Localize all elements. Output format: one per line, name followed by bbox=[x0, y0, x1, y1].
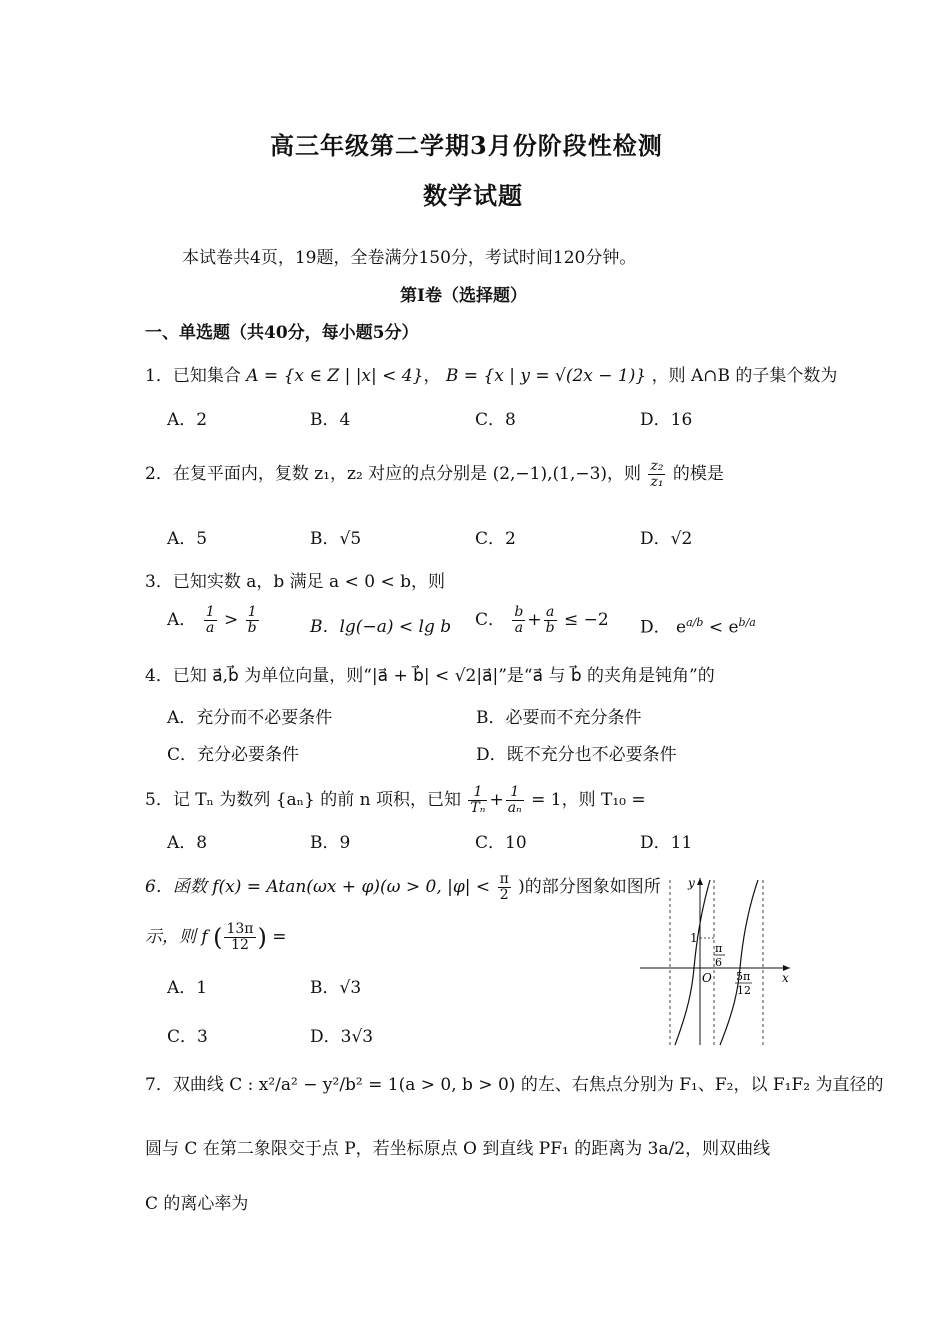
q5-option-d: D．11 bbox=[640, 833, 693, 853]
question-2-stem bbox=[145, 459, 724, 490]
x-axis-label: x bbox=[782, 971, 789, 985]
question-4-stem: 4．已知 a⃗,b⃗ 为单位向量，则“|a⃗ + b⃗| < √2|a⃗|”是“a⃗ 与 b⃗ 的夹角是钝角”的 bbox=[145, 666, 715, 686]
q6-line2: 示，则 f bbox=[145, 927, 208, 947]
q5-option-c: C．10 bbox=[475, 833, 527, 853]
q5-frac2: $\frac{1}{\text{aₙ}}$ bbox=[507, 784, 522, 816]
tick-pi6-den: 6 bbox=[715, 956, 722, 969]
q6-line2-end: = bbox=[272, 927, 287, 947]
q5-suffix: = 1，则 T₁₀ = bbox=[531, 790, 646, 810]
q6-tangent-graph bbox=[630, 870, 800, 1050]
tick-5pi12-den: 12 bbox=[737, 984, 751, 997]
tangent-branch-1 bbox=[675, 880, 710, 1045]
intro-text: 本试卷共4页，19题，全卷满分150分，考试时间120分钟。 bbox=[182, 248, 637, 268]
q2-frac-num: z₂ bbox=[650, 458, 664, 474]
q6-option-a: A．1 bbox=[167, 978, 208, 998]
q6-line1-end: )的部分图象如图所 bbox=[518, 877, 661, 897]
q5-option-b: B．9 bbox=[310, 833, 351, 853]
q4-option-d: D．既不充分也不必要条件 bbox=[476, 745, 677, 765]
q2-fraction bbox=[648, 459, 665, 490]
q3-option-d: D． $e^{a/b} < e^{b/a}$ bbox=[640, 616, 756, 638]
q1-suffix: ，则 A∩B 的子集个数为 bbox=[651, 366, 838, 386]
q3-option-a bbox=[167, 605, 261, 636]
q3-d-tail: < e bbox=[708, 617, 739, 638]
q2-frac-den: z₁ bbox=[650, 474, 664, 490]
q6-option-d: D．3√3 bbox=[310, 1027, 374, 1047]
q3-d-label: D． bbox=[640, 617, 671, 638]
y-tick-label: 1 bbox=[690, 931, 698, 945]
question-6-stem-line1 bbox=[145, 872, 661, 903]
q2-prefix: 2．在复平面内，复数 z₁，z₂ 对应的点分别是 (2,−1),(1,−3)，则 bbox=[145, 464, 642, 484]
q1-option-a: A．2 bbox=[167, 410, 208, 430]
part-title: 第I卷（选择题） bbox=[400, 286, 527, 306]
q3-option-b: B．lg(−a) < lg b bbox=[310, 617, 452, 637]
q2-option-a: A．5 bbox=[167, 529, 208, 549]
q6-frac: $\frac{13\pi}{12}$ bbox=[226, 921, 254, 953]
q3-option-c: C． $\frac{b}{a}$ + $\frac{a}{b}$ ≤ −2 bbox=[475, 604, 609, 636]
q3-c-frac1: $\frac{b}{a}$ bbox=[514, 604, 524, 636]
q2-option-c: C．2 bbox=[475, 529, 516, 549]
tangent-branch-2 bbox=[720, 880, 758, 1045]
q4-option-c: C．充分必要条件 bbox=[167, 745, 300, 765]
question-7-line1: 7．双曲线 C : x²/a² − y²/b² = 1(a > 0, b > 0) 的左、右焦点分别为 F₁、F₂，以 F₁F₂ 为直径的 bbox=[145, 1075, 884, 1095]
q1-prefix: 1．已知集合 bbox=[145, 366, 241, 386]
q4-option-b: B．必要而不充分条件 bbox=[476, 708, 642, 728]
q1-option-d: D．16 bbox=[640, 410, 693, 430]
q1-set-a: A = {x ∈ Z | |x| < 4} bbox=[246, 366, 424, 386]
q3-a-frac2: $\frac{1}{b}$ bbox=[247, 604, 257, 636]
q3-a-tail: > bbox=[224, 610, 239, 630]
q3-a-frac1: $\frac{1}{a}$ bbox=[205, 604, 215, 636]
q6-option-c: C．3 bbox=[167, 1027, 208, 1047]
q5-option-a: A．8 bbox=[167, 833, 208, 853]
q3-c-label: C． bbox=[475, 610, 506, 630]
question-3-stem: 3．已知实数 a，b 满足 a < 0 < b，则 bbox=[145, 572, 445, 592]
q1-option-b: B．4 bbox=[310, 410, 351, 430]
q6-option-b: B．√3 bbox=[310, 978, 362, 998]
q2-suffix: 的模是 bbox=[672, 464, 724, 484]
question-6-stem-line2: 示，则 f ( $\frac{13\pi}{12}$ ) = bbox=[145, 921, 287, 953]
question-7-line2: 圆与 C 在第二象限交于点 P，若坐标原点 O 到直线 PF₁ 的距离为 3a/2，则双曲线 bbox=[145, 1139, 771, 1159]
question-7-line3: C 的离心率为 bbox=[145, 1194, 249, 1214]
q1-set-b: B = {x | y = √(2x − 1)} bbox=[445, 366, 647, 386]
origin-label: O bbox=[702, 971, 712, 985]
q4-option-a: A．充分而不必要条件 bbox=[167, 708, 333, 728]
q1-option-c: C．8 bbox=[475, 410, 516, 430]
tick-pi6-num: π bbox=[715, 942, 723, 955]
question-1-stem: 1．已知集合 A = {x ∈ Z | |x| < 4}， B = {x | y = √(2x − 1)} ，则 A∩B 的子集个数为 bbox=[145, 366, 838, 386]
q2-option-d: D．√2 bbox=[640, 529, 693, 549]
q5-prefix: 5．记 Tₙ 为数列 {aₙ} 的前 n 项积，已知 bbox=[145, 790, 462, 810]
y-axis-label: y bbox=[688, 876, 695, 890]
exam-subtitle: 数学试题 bbox=[423, 181, 523, 210]
q6-frac-pi2: $\frac{\pi}{2}$ bbox=[499, 871, 509, 903]
tick-5pi12-num: 5π bbox=[736, 970, 751, 983]
q5-frac1: $\frac{1}{\text{Tₙ}}$ bbox=[470, 784, 486, 816]
question-5-stem: 5．记 Tₙ 为数列 {aₙ} 的前 n 项积，已知 $\frac{1}{\text{Tₙ}}$ + $\frac{1}{\text{aₙ}}$ = 1，则 T₁₀ = bbox=[145, 784, 646, 816]
q2-option-b: B．√5 bbox=[310, 529, 362, 549]
exam-title: 高三年级第二学期3月份阶段性检测 bbox=[270, 131, 663, 160]
y-axis-arrow-icon bbox=[697, 878, 703, 885]
q3-a-label: A． bbox=[167, 610, 197, 630]
q3-c-frac2: $\frac{a}{b}$ bbox=[545, 604, 555, 636]
section-title: 一、单选题（共40分，每小题5分） bbox=[145, 323, 419, 343]
q3-c-tail: ≤ −2 bbox=[564, 610, 609, 630]
q6-line1: 6．函数 f(x) = Atan(ωx + φ)(ω > 0, |φ| < bbox=[145, 877, 491, 897]
